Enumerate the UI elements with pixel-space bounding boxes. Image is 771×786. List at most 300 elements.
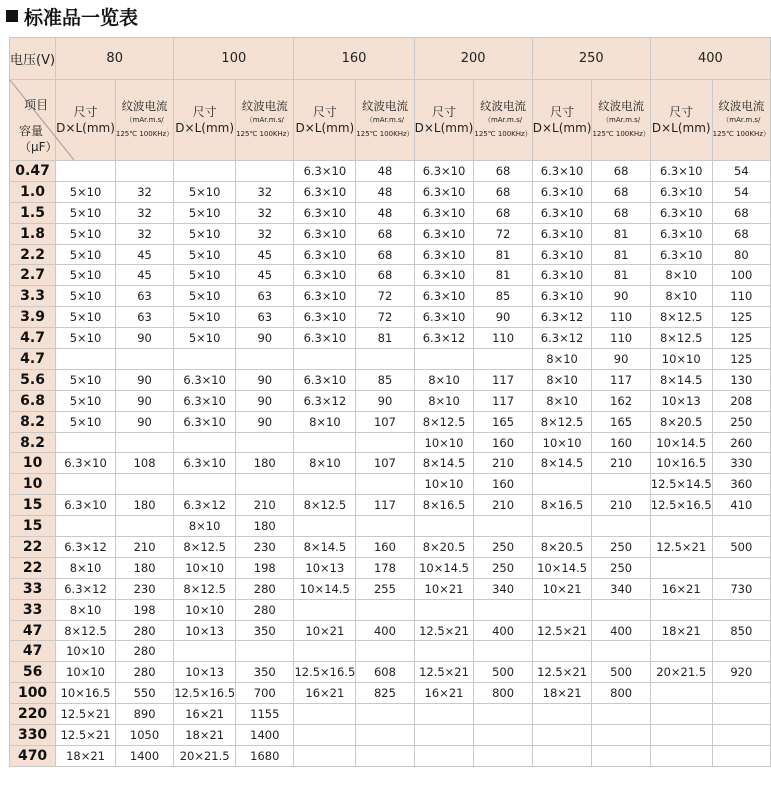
ripple-cell: 68 xyxy=(356,244,414,265)
ripple-cell: 68 xyxy=(474,181,532,202)
ripple-cell: 125 xyxy=(712,349,770,370)
size-cell: 18×21 xyxy=(56,745,116,766)
size-cell: 6.3×10 xyxy=(294,161,356,182)
size-cell: 6.3×10 xyxy=(294,244,356,265)
ripple-cell xyxy=(712,683,770,704)
size-cell xyxy=(532,516,592,537)
ripple-cell: 80 xyxy=(712,244,770,265)
voltage-header: 160 xyxy=(294,38,414,80)
ripple-cell: 117 xyxy=(474,369,532,390)
ripple-cell: 160 xyxy=(474,474,532,495)
size-cell xyxy=(174,349,236,370)
ripple-cell xyxy=(115,349,173,370)
capacity-unit: （μF） xyxy=(19,140,58,154)
size-cell: 6.3×10 xyxy=(294,328,356,349)
capacitance-cell: 3.3 xyxy=(10,286,56,307)
table-row xyxy=(10,537,771,558)
capacity-label-text: 容量 xyxy=(19,124,44,138)
ripple-cell: 110 xyxy=(592,328,650,349)
size-cell: 8×12.5 xyxy=(174,578,236,599)
size-unit: D×L(mm) xyxy=(414,121,474,135)
table-row xyxy=(10,161,771,182)
size-cell: 8×14.5 xyxy=(294,537,356,558)
size-cell: 6.3×12 xyxy=(532,328,592,349)
ripple-cell xyxy=(236,641,294,662)
page-title-text: 标准品一览表 xyxy=(24,6,139,29)
size-cell: 12.5×21 xyxy=(414,662,474,683)
ripple-cell: 260 xyxy=(712,432,770,453)
size-cell: 10×10 xyxy=(56,641,116,662)
table-row xyxy=(10,641,771,662)
ripple-label: 纹波电流 xyxy=(361,99,408,113)
size-cell: 6.3×10 xyxy=(650,223,712,244)
size-cell xyxy=(414,349,474,370)
ripple-cell: 81 xyxy=(356,328,414,349)
size-cell: 8×16.5 xyxy=(532,495,592,516)
table-row xyxy=(10,683,771,704)
size-cell: 8×20.5 xyxy=(414,537,474,558)
ripple-cell: 608 xyxy=(356,662,414,683)
ripple-cell xyxy=(712,599,770,620)
ripple-cell xyxy=(356,725,414,746)
size-cell: 5×10 xyxy=(56,328,116,349)
ripple-cell: 68 xyxy=(474,161,532,182)
ripple-column-header xyxy=(474,80,532,161)
size-label: 尺寸 xyxy=(669,105,694,119)
ripple-cell: 162 xyxy=(592,390,650,411)
size-cell: 5×10 xyxy=(56,202,116,223)
ripple-cell xyxy=(712,516,770,537)
ripple-cell: 730 xyxy=(712,578,770,599)
size-cell: 10×14.5 xyxy=(414,557,474,578)
size-cell xyxy=(532,641,592,662)
ripple-cell: 90 xyxy=(115,390,173,411)
ripple-cell: 1400 xyxy=(115,745,173,766)
size-cell: 10×10 xyxy=(532,432,592,453)
ripple-cell: 81 xyxy=(474,244,532,265)
ripple-cell: 90 xyxy=(236,369,294,390)
ripple-cell: 340 xyxy=(474,578,532,599)
size-cell xyxy=(414,725,474,746)
ripple-cell: 107 xyxy=(356,411,414,432)
size-cell: 6.3×10 xyxy=(532,265,592,286)
size-cell: 10×13 xyxy=(650,390,712,411)
ripple-cell: 68 xyxy=(592,202,650,223)
size-cell: 18×21 xyxy=(650,620,712,641)
size-cell: 8×10 xyxy=(532,369,592,390)
size-cell xyxy=(532,474,592,495)
spec-table xyxy=(9,37,771,767)
ripple-unit: （mAr.m.s/ xyxy=(602,116,641,124)
table-row xyxy=(10,704,771,725)
ripple-cell: 210 xyxy=(592,453,650,474)
size-cell: 5×10 xyxy=(56,369,116,390)
ripple-cell: 400 xyxy=(356,620,414,641)
size-cell xyxy=(294,704,356,725)
size-cell: 6.3×10 xyxy=(414,265,474,286)
ripple-condition: 125℃ 100KHz） xyxy=(115,130,174,138)
size-cell: 12.5×21 xyxy=(56,725,116,746)
ripple-cell: 32 xyxy=(236,223,294,244)
table-row xyxy=(10,349,771,370)
size-cell: 6.3×10 xyxy=(294,202,356,223)
size-cell xyxy=(414,745,474,766)
size-cell: 12.5×21 xyxy=(650,537,712,558)
size-cell: 6.3×10 xyxy=(56,453,116,474)
size-unit: D×L(mm) xyxy=(175,121,235,135)
ripple-column-header xyxy=(712,80,770,161)
ripple-cell: 68 xyxy=(592,161,650,182)
size-cell: 8×10 xyxy=(414,369,474,390)
size-cell: 10×10 xyxy=(174,599,236,620)
size-cell: 5×10 xyxy=(56,223,116,244)
ripple-cell: 198 xyxy=(236,557,294,578)
size-cell: 6.3×10 xyxy=(294,265,356,286)
capacitance-cell: 47 xyxy=(10,641,56,662)
ripple-cell: 108 xyxy=(115,453,173,474)
size-cell xyxy=(532,599,592,620)
ripple-cell: 54 xyxy=(712,161,770,182)
ripple-cell: 110 xyxy=(712,286,770,307)
ripple-cell: 81 xyxy=(592,265,650,286)
ripple-cell: 280 xyxy=(236,578,294,599)
table-row xyxy=(10,244,771,265)
size-cell xyxy=(294,725,356,746)
ripple-cell: 107 xyxy=(356,453,414,474)
capacitance-cell: 330 xyxy=(10,725,56,746)
size-cell: 10×14.5 xyxy=(294,578,356,599)
size-column-header xyxy=(174,80,236,161)
size-cell xyxy=(174,474,236,495)
ripple-cell: 210 xyxy=(115,537,173,558)
size-cell: 16×21 xyxy=(174,704,236,725)
size-cell: 6.3×10 xyxy=(532,181,592,202)
ripple-cell xyxy=(115,516,173,537)
size-cell: 18×21 xyxy=(174,725,236,746)
ripple-cell: 550 xyxy=(115,683,173,704)
ripple-cell xyxy=(474,641,532,662)
size-cell: 6.3×10 xyxy=(294,369,356,390)
capacitance-cell: 100 xyxy=(10,683,56,704)
size-cell: 8×12.5 xyxy=(650,307,712,328)
ripple-cell: 72 xyxy=(474,223,532,244)
capacitance-cell: 1.0 xyxy=(10,181,56,202)
ripple-cell: 800 xyxy=(592,683,650,704)
size-cell xyxy=(532,745,592,766)
ripple-cell: 130 xyxy=(712,369,770,390)
ripple-cell xyxy=(356,641,414,662)
size-cell: 10×14.5 xyxy=(650,432,712,453)
table-row xyxy=(10,516,771,537)
ripple-cell xyxy=(115,161,173,182)
size-cell: 6.3×10 xyxy=(414,181,474,202)
size-cell: 10×13 xyxy=(174,620,236,641)
size-cell xyxy=(294,516,356,537)
size-cell: 8×10 xyxy=(174,516,236,537)
size-cell: 12.5×21 xyxy=(532,662,592,683)
ripple-cell: 850 xyxy=(712,620,770,641)
ripple-condition: 125℃ 100KHz） xyxy=(356,130,414,138)
ripple-cell: 68 xyxy=(356,223,414,244)
size-cell: 16×21 xyxy=(294,683,356,704)
ripple-cell: 32 xyxy=(236,202,294,223)
size-cell: 8×14.5 xyxy=(532,453,592,474)
size-cell: 10×10 xyxy=(414,432,474,453)
size-cell: 6.3×12 xyxy=(414,328,474,349)
ripple-cell: 117 xyxy=(592,369,650,390)
size-cell: 6.3×10 xyxy=(294,286,356,307)
ripple-cell xyxy=(474,704,532,725)
ripple-cell: 81 xyxy=(474,265,532,286)
ripple-cell xyxy=(115,432,173,453)
ripple-cell: 68 xyxy=(474,202,532,223)
size-cell xyxy=(650,725,712,746)
ripple-cell xyxy=(474,599,532,620)
ripple-cell: 63 xyxy=(115,307,173,328)
ripple-cell: 117 xyxy=(356,495,414,516)
table-row xyxy=(10,411,771,432)
size-cell: 10×21 xyxy=(294,620,356,641)
table-row xyxy=(10,181,771,202)
size-cell xyxy=(56,516,116,537)
ripple-cell xyxy=(712,557,770,578)
size-cell: 8×12.5 xyxy=(294,495,356,516)
size-cell: 10×16.5 xyxy=(56,683,116,704)
size-label: 尺寸 xyxy=(192,105,217,119)
ripple-cell: 90 xyxy=(592,286,650,307)
ripple-cell: 63 xyxy=(236,286,294,307)
table-row xyxy=(10,557,771,578)
table-row xyxy=(10,390,771,411)
table-row xyxy=(10,265,771,286)
size-cell: 6.3×10 xyxy=(650,244,712,265)
ripple-cell: 208 xyxy=(712,390,770,411)
size-cell: 8×16.5 xyxy=(414,495,474,516)
capacitance-cell: 2.2 xyxy=(10,244,56,265)
ripple-cell: 48 xyxy=(356,161,414,182)
ripple-cell xyxy=(356,745,414,766)
voltage-header: 200 xyxy=(414,38,532,80)
size-label: 尺寸 xyxy=(73,105,98,119)
ripple-cell: 48 xyxy=(356,181,414,202)
capacitance-cell: 33 xyxy=(10,578,56,599)
size-cell: 16×21 xyxy=(414,683,474,704)
size-cell: 8×10 xyxy=(414,390,474,411)
size-cell: 6.3×12 xyxy=(294,390,356,411)
ripple-cell: 500 xyxy=(592,662,650,683)
size-column-header xyxy=(650,80,712,161)
ripple-cell: 125 xyxy=(712,328,770,349)
size-cell: 10×10 xyxy=(650,349,712,370)
ripple-cell: 210 xyxy=(474,495,532,516)
size-cell: 5×10 xyxy=(56,286,116,307)
size-cell xyxy=(294,474,356,495)
ripple-cell xyxy=(356,704,414,725)
ripple-cell: 90 xyxy=(115,369,173,390)
size-cell: 5×10 xyxy=(56,307,116,328)
ripple-cell: 250 xyxy=(712,411,770,432)
size-cell: 10×10 xyxy=(414,474,474,495)
size-cell xyxy=(650,557,712,578)
capacitance-cell: 22 xyxy=(10,557,56,578)
capacitance-cell: 1.5 xyxy=(10,202,56,223)
ripple-cell: 90 xyxy=(592,349,650,370)
size-cell: 6.3×10 xyxy=(650,161,712,182)
size-cell: 6.3×10 xyxy=(56,495,116,516)
size-cell xyxy=(294,349,356,370)
ripple-cell: 81 xyxy=(592,223,650,244)
ripple-cell xyxy=(356,349,414,370)
capacitance-cell: 470 xyxy=(10,745,56,766)
size-cell: 18×21 xyxy=(532,683,592,704)
ripple-cell: 250 xyxy=(474,557,532,578)
size-unit: D×L(mm) xyxy=(56,121,115,135)
size-cell: 5×10 xyxy=(174,265,236,286)
ripple-cell: 280 xyxy=(236,599,294,620)
size-cell xyxy=(532,704,592,725)
size-unit: D×L(mm) xyxy=(651,121,711,135)
ripple-cell: 1400 xyxy=(236,725,294,746)
size-cell xyxy=(414,516,474,537)
size-unit: D×L(mm) xyxy=(532,121,592,135)
size-cell: 10×16.5 xyxy=(650,453,712,474)
size-cell: 12.5×16.5 xyxy=(174,683,236,704)
ripple-cell xyxy=(592,725,650,746)
size-cell: 6.3×10 xyxy=(532,244,592,265)
ripple-column-header xyxy=(592,80,650,161)
size-cell: 5×10 xyxy=(174,223,236,244)
capacitance-cell: 220 xyxy=(10,704,56,725)
size-cell xyxy=(174,432,236,453)
ripple-condition: 125℃ 100KHz） xyxy=(712,130,770,138)
ripple-unit: （mAr.m.s/ xyxy=(483,116,523,124)
ripple-cell: 500 xyxy=(712,537,770,558)
ripple-cell: 81 xyxy=(592,244,650,265)
size-cell: 8×10 xyxy=(294,453,356,474)
ripple-cell: 125 xyxy=(712,307,770,328)
table-row xyxy=(10,286,771,307)
size-cell: 12.5×16.5 xyxy=(650,495,712,516)
ripple-cell: 230 xyxy=(115,578,173,599)
size-cell: 10×21 xyxy=(414,578,474,599)
ripple-cell: 72 xyxy=(356,286,414,307)
ripple-cell: 410 xyxy=(712,495,770,516)
ripple-cell: 255 xyxy=(356,578,414,599)
ripple-cell: 90 xyxy=(236,390,294,411)
ripple-cell: 180 xyxy=(115,557,173,578)
capacitance-cell: 6.8 xyxy=(10,390,56,411)
capacitance-cell: 10 xyxy=(10,474,56,495)
ripple-cell xyxy=(592,599,650,620)
ripple-cell: 180 xyxy=(115,495,173,516)
size-cell: 8×12.5 xyxy=(56,620,116,641)
capacitance-cell: 47 xyxy=(10,620,56,641)
ripple-cell xyxy=(592,704,650,725)
ripple-cell: 250 xyxy=(592,537,650,558)
ripple-cell: 45 xyxy=(115,265,173,286)
size-cell: 8×12.5 xyxy=(414,411,474,432)
voltage-label: 电压(V) xyxy=(10,38,56,80)
size-cell xyxy=(294,599,356,620)
ripple-cell: 350 xyxy=(236,662,294,683)
size-cell xyxy=(56,432,116,453)
ripple-cell: 178 xyxy=(356,557,414,578)
ripple-unit: （mAr.m.s/ xyxy=(245,116,284,124)
ripple-cell: 250 xyxy=(592,557,650,578)
capacitance-cell: 1.8 xyxy=(10,223,56,244)
ripple-cell: 500 xyxy=(474,662,532,683)
size-cell xyxy=(294,745,356,766)
ripple-cell: 180 xyxy=(236,516,294,537)
table-row xyxy=(10,725,771,746)
size-cell xyxy=(650,683,712,704)
ripple-cell xyxy=(356,599,414,620)
size-cell: 10×10 xyxy=(56,662,116,683)
size-cell: 5×10 xyxy=(56,265,116,286)
size-cell: 6.3×12 xyxy=(56,537,116,558)
capacitance-cell: 8.2 xyxy=(10,432,56,453)
size-cell: 12.5×16.5 xyxy=(294,662,356,683)
capacitance-cell: 22 xyxy=(10,537,56,558)
ripple-cell xyxy=(592,516,650,537)
size-cell: 8×14.5 xyxy=(650,369,712,390)
ripple-unit: （mAr.m.s/ xyxy=(125,116,164,124)
ripple-cell: 63 xyxy=(236,307,294,328)
size-cell: 6.3×10 xyxy=(532,286,592,307)
size-cell: 6.3×10 xyxy=(174,369,236,390)
ripple-cell xyxy=(236,474,294,495)
size-cell xyxy=(650,704,712,725)
size-cell: 5×10 xyxy=(174,286,236,307)
table-row xyxy=(10,453,771,474)
size-label: 尺寸 xyxy=(312,105,337,119)
voltage-header: 100 xyxy=(174,38,294,80)
ripple-cell xyxy=(356,432,414,453)
capacity-label xyxy=(19,123,58,155)
size-cell: 5×10 xyxy=(56,411,116,432)
capacitance-cell: 0.47 xyxy=(10,161,56,182)
size-cell: 8×10 xyxy=(532,390,592,411)
corner-header-cell xyxy=(10,80,56,161)
ripple-cell: 32 xyxy=(236,181,294,202)
size-cell: 5×10 xyxy=(56,181,116,202)
size-cell: 10×14.5 xyxy=(532,557,592,578)
capacitance-cell: 8.2 xyxy=(10,411,56,432)
ripple-column-header xyxy=(356,80,414,161)
ripple-label: 纹波电流 xyxy=(480,99,527,113)
ripple-cell xyxy=(592,474,650,495)
size-cell: 5×10 xyxy=(174,181,236,202)
size-cell: 6.3×10 xyxy=(532,202,592,223)
ripple-cell: 68 xyxy=(712,223,770,244)
size-cell: 12.5×21 xyxy=(532,620,592,641)
size-cell xyxy=(650,516,712,537)
ripple-cell: 165 xyxy=(474,411,532,432)
size-cell: 8×10 xyxy=(56,599,116,620)
size-cell: 6.3×10 xyxy=(174,411,236,432)
table-row xyxy=(10,328,771,349)
table-row xyxy=(10,202,771,223)
ripple-cell: 350 xyxy=(236,620,294,641)
size-cell: 6.3×12 xyxy=(532,307,592,328)
ripple-cell: 330 xyxy=(712,453,770,474)
ripple-cell: 90 xyxy=(115,411,173,432)
ripple-cell: 280 xyxy=(115,662,173,683)
size-cell: 6.3×10 xyxy=(532,161,592,182)
ripple-cell: 32 xyxy=(115,202,173,223)
ripple-cell: 45 xyxy=(115,244,173,265)
ripple-cell: 32 xyxy=(115,181,173,202)
